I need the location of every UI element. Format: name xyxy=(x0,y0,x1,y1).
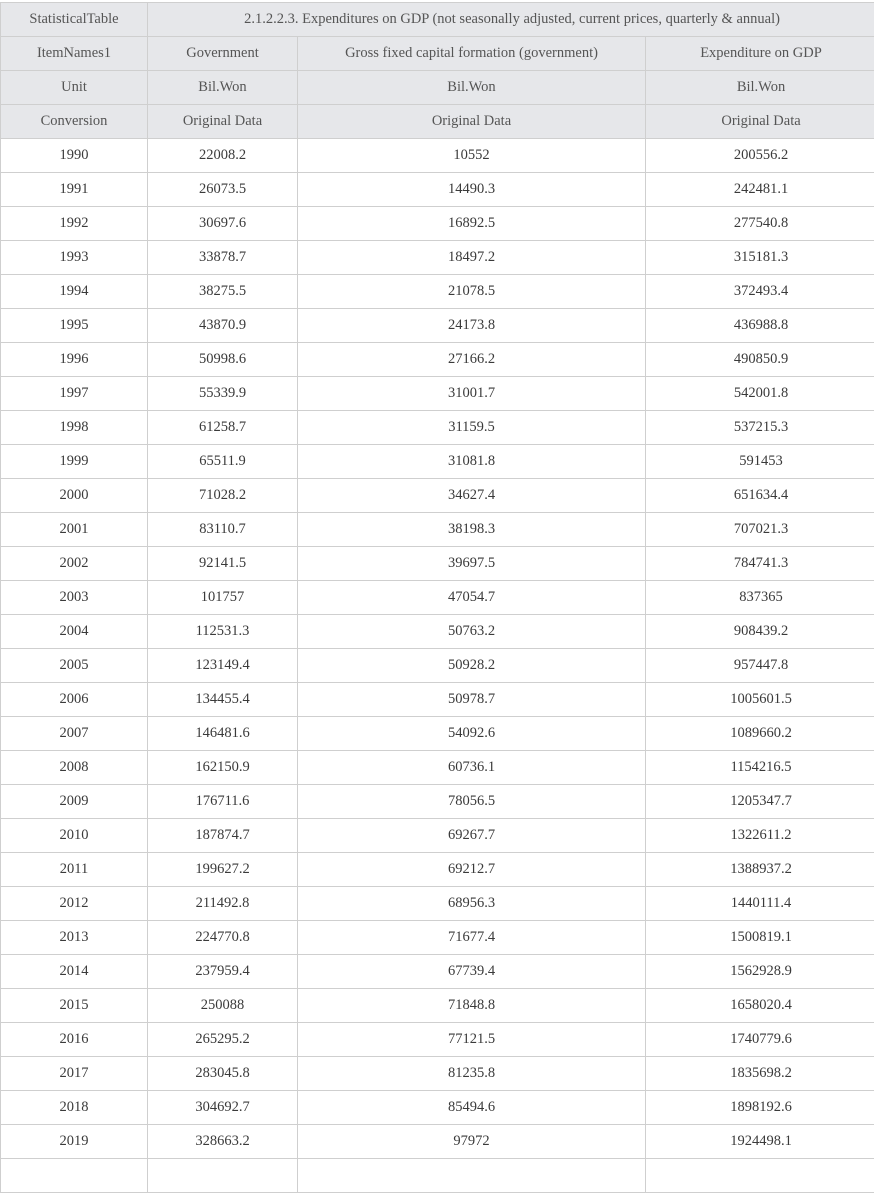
expenditure-on-gdp-cell: 707021.3 xyxy=(646,513,874,547)
table-row xyxy=(1,139,874,173)
expenditure-on-gdp-cell: 490850.9 xyxy=(646,343,874,377)
government-cell: 237959.4 xyxy=(148,955,298,989)
table-row xyxy=(1,717,874,751)
column-header-gross-fixed-capital-formation[interactable]: Gross fixed capital formation (government) xyxy=(298,37,646,71)
government-cell: 265295.2 xyxy=(148,1023,298,1057)
expenditure-on-gdp-cell: 1835698.2 xyxy=(646,1057,874,1091)
government-cell: 162150.9 xyxy=(148,751,298,785)
item-names-label: ItemNames1 xyxy=(1,37,148,71)
expenditure-on-gdp-cell: 591453 xyxy=(646,445,874,479)
government-cell: 250088 xyxy=(148,989,298,1023)
government-cell: 71028.2 xyxy=(148,479,298,513)
government-cell: 176711.6 xyxy=(148,785,298,819)
gross-fixed-capital-formation-cell: 31001.7 xyxy=(298,377,646,411)
expenditure-on-gdp-cell: 1740779.6 xyxy=(646,1023,874,1057)
year-cell: 2008 xyxy=(1,751,148,785)
government-cell: 55339.9 xyxy=(148,377,298,411)
government-cell: 112531.3 xyxy=(148,615,298,649)
conversion-cell: Original Data xyxy=(646,105,874,139)
table-row xyxy=(1,309,874,343)
year-cell: 2019 xyxy=(1,1125,148,1159)
table-row xyxy=(1,921,874,955)
expenditure-on-gdp-cell: 1005601.5 xyxy=(646,683,874,717)
table-row xyxy=(1,751,874,785)
statistical-table-label: StatisticalTable xyxy=(1,3,148,37)
year-cell: 2001 xyxy=(1,513,148,547)
expenditure-on-gdp-cell: 1658020.4 xyxy=(646,989,874,1023)
year-cell: 2007 xyxy=(1,717,148,751)
year-cell: 2009 xyxy=(1,785,148,819)
gross-fixed-capital-formation-cell: 60736.1 xyxy=(298,751,646,785)
table-row xyxy=(1,989,874,1023)
table-row xyxy=(1,683,874,717)
expenditure-on-gdp-cell: 242481.1 xyxy=(646,173,874,207)
column-header-government[interactable]: Government xyxy=(148,37,298,71)
gross-fixed-capital-formation-cell: 77121.5 xyxy=(298,1023,646,1057)
table-row xyxy=(1,785,874,819)
conversion-cell: Original Data xyxy=(148,105,298,139)
gross-fixed-capital-formation-cell: 68956.3 xyxy=(298,887,646,921)
gross-fixed-capital-formation-cell: 16892.5 xyxy=(298,207,646,241)
table-row xyxy=(1,547,874,581)
year-cell: 2005 xyxy=(1,649,148,683)
gross-fixed-capital-formation-cell: 27166.2 xyxy=(298,343,646,377)
government-cell: 304692.7 xyxy=(148,1091,298,1125)
year-cell: 2013 xyxy=(1,921,148,955)
table-row xyxy=(1,377,874,411)
expenditure-on-gdp-cell: 837365 xyxy=(646,581,874,615)
expenditure-on-gdp-cell: 436988.8 xyxy=(646,309,874,343)
conversion-cell: Original Data xyxy=(298,105,646,139)
unit-cell: Bil.Won xyxy=(298,71,646,105)
gross-fixed-capital-formation-cell: 54092.6 xyxy=(298,717,646,751)
expenditure-on-gdp-cell: 1089660.2 xyxy=(646,717,874,751)
table-row xyxy=(1,887,874,921)
table-row xyxy=(1,173,874,207)
table-title: 2.1.2.2.3. Expenditures on GDP (not seasonally adjusted, current prices, quarterly & annual) xyxy=(148,3,874,37)
table-row xyxy=(1,241,874,275)
gross-fixed-capital-formation-cell xyxy=(298,1159,646,1193)
expenditure-on-gdp-cell: 1898192.6 xyxy=(646,1091,874,1125)
expenditure-on-gdp-cell: 651634.4 xyxy=(646,479,874,513)
gross-fixed-capital-formation-cell: 71848.8 xyxy=(298,989,646,1023)
year-cell: 1990 xyxy=(1,139,148,173)
year-cell: 2011 xyxy=(1,853,148,887)
expenditure-on-gdp-cell xyxy=(646,1159,874,1193)
year-cell: 1992 xyxy=(1,207,148,241)
year-cell: 1991 xyxy=(1,173,148,207)
gross-fixed-capital-formation-cell: 50928.2 xyxy=(298,649,646,683)
table-row xyxy=(1,1091,874,1125)
gross-fixed-capital-formation-cell: 50763.2 xyxy=(298,615,646,649)
gross-fixed-capital-formation-cell: 14490.3 xyxy=(298,173,646,207)
government-cell: 61258.7 xyxy=(148,411,298,445)
table-row xyxy=(1,1159,874,1193)
gross-fixed-capital-formation-cell: 31159.5 xyxy=(298,411,646,445)
unit-cell: Bil.Won xyxy=(148,71,298,105)
government-cell: 22008.2 xyxy=(148,139,298,173)
gross-fixed-capital-formation-cell: 39697.5 xyxy=(298,547,646,581)
column-header-expenditure-on-gdp[interactable]: Expenditure on GDP xyxy=(646,37,874,71)
gross-fixed-capital-formation-cell: 24173.8 xyxy=(298,309,646,343)
unit-cell: Bil.Won xyxy=(646,71,874,105)
table-body xyxy=(1,3,874,1193)
government-cell: 30697.6 xyxy=(148,207,298,241)
government-cell: 33878.7 xyxy=(148,241,298,275)
table-row xyxy=(1,445,874,479)
gross-fixed-capital-formation-cell: 67739.4 xyxy=(298,955,646,989)
government-cell: 101757 xyxy=(148,581,298,615)
expenditure-on-gdp-cell: 957447.8 xyxy=(646,649,874,683)
year-cell xyxy=(1,1159,148,1193)
statistics-table xyxy=(0,2,874,1193)
table-row xyxy=(1,479,874,513)
expenditure-on-gdp-cell: 537215.3 xyxy=(646,411,874,445)
expenditure-on-gdp-cell: 1388937.2 xyxy=(646,853,874,887)
gross-fixed-capital-formation-cell: 18497.2 xyxy=(298,241,646,275)
year-cell: 2003 xyxy=(1,581,148,615)
gross-fixed-capital-formation-cell: 21078.5 xyxy=(298,275,646,309)
table-row xyxy=(1,615,874,649)
expenditure-on-gdp-cell: 315181.3 xyxy=(646,241,874,275)
year-cell: 2010 xyxy=(1,819,148,853)
expenditure-on-gdp-cell: 1440111.4 xyxy=(646,887,874,921)
table-row xyxy=(1,1023,874,1057)
year-cell: 2004 xyxy=(1,615,148,649)
header-row-item-names xyxy=(1,37,874,71)
expenditure-on-gdp-cell: 277540.8 xyxy=(646,207,874,241)
government-cell: 187874.7 xyxy=(148,819,298,853)
year-cell: 1993 xyxy=(1,241,148,275)
gross-fixed-capital-formation-cell: 97972 xyxy=(298,1125,646,1159)
year-cell: 1994 xyxy=(1,275,148,309)
government-cell: 199627.2 xyxy=(148,853,298,887)
expenditure-on-gdp-cell: 1205347.7 xyxy=(646,785,874,819)
table-row xyxy=(1,343,874,377)
year-cell: 2017 xyxy=(1,1057,148,1091)
table-row xyxy=(1,955,874,989)
header-row-unit xyxy=(1,71,874,105)
table-row xyxy=(1,1125,874,1159)
header-row-conversion xyxy=(1,105,874,139)
government-cell: 283045.8 xyxy=(148,1057,298,1091)
government-cell: 224770.8 xyxy=(148,921,298,955)
expenditure-on-gdp-cell: 1562928.9 xyxy=(646,955,874,989)
table-row xyxy=(1,513,874,547)
expenditure-on-gdp-cell: 1322611.2 xyxy=(646,819,874,853)
year-cell: 2006 xyxy=(1,683,148,717)
government-cell: 83110.7 xyxy=(148,513,298,547)
government-cell: 26073.5 xyxy=(148,173,298,207)
table-row xyxy=(1,1057,874,1091)
year-cell: 2015 xyxy=(1,989,148,1023)
government-cell: 50998.6 xyxy=(148,343,298,377)
year-cell: 1995 xyxy=(1,309,148,343)
gross-fixed-capital-formation-cell: 50978.7 xyxy=(298,683,646,717)
table-row xyxy=(1,581,874,615)
government-cell: 38275.5 xyxy=(148,275,298,309)
government-cell: 146481.6 xyxy=(148,717,298,751)
gross-fixed-capital-formation-cell: 78056.5 xyxy=(298,785,646,819)
government-cell: 65511.9 xyxy=(148,445,298,479)
year-cell: 2012 xyxy=(1,887,148,921)
year-cell: 1997 xyxy=(1,377,148,411)
government-cell: 43870.9 xyxy=(148,309,298,343)
table-row xyxy=(1,649,874,683)
conversion-label: Conversion xyxy=(1,105,148,139)
expenditure-on-gdp-cell: 200556.2 xyxy=(646,139,874,173)
expenditure-on-gdp-cell: 1924498.1 xyxy=(646,1125,874,1159)
government-cell xyxy=(148,1159,298,1193)
year-cell: 1999 xyxy=(1,445,148,479)
expenditure-on-gdp-cell: 372493.4 xyxy=(646,275,874,309)
table-row xyxy=(1,207,874,241)
expenditure-on-gdp-cell: 784741.3 xyxy=(646,547,874,581)
gross-fixed-capital-formation-cell: 10552 xyxy=(298,139,646,173)
government-cell: 123149.4 xyxy=(148,649,298,683)
table-row xyxy=(1,819,874,853)
header-row-title xyxy=(1,3,874,37)
gross-fixed-capital-formation-cell: 34627.4 xyxy=(298,479,646,513)
gross-fixed-capital-formation-cell: 71677.4 xyxy=(298,921,646,955)
government-cell: 134455.4 xyxy=(148,683,298,717)
table-row xyxy=(1,411,874,445)
gross-fixed-capital-formation-cell: 47054.7 xyxy=(298,581,646,615)
year-cell: 1998 xyxy=(1,411,148,445)
year-cell: 1996 xyxy=(1,343,148,377)
gross-fixed-capital-formation-cell: 38198.3 xyxy=(298,513,646,547)
year-cell: 2018 xyxy=(1,1091,148,1125)
government-cell: 92141.5 xyxy=(148,547,298,581)
government-cell: 211492.8 xyxy=(148,887,298,921)
gross-fixed-capital-formation-cell: 31081.8 xyxy=(298,445,646,479)
expenditure-on-gdp-cell: 908439.2 xyxy=(646,615,874,649)
expenditure-on-gdp-cell: 542001.8 xyxy=(646,377,874,411)
gross-fixed-capital-formation-cell: 69212.7 xyxy=(298,853,646,887)
gross-fixed-capital-formation-cell: 69267.7 xyxy=(298,819,646,853)
unit-label: Unit xyxy=(1,71,148,105)
year-cell: 2002 xyxy=(1,547,148,581)
table-row xyxy=(1,275,874,309)
gross-fixed-capital-formation-cell: 81235.8 xyxy=(298,1057,646,1091)
expenditure-on-gdp-cell: 1500819.1 xyxy=(646,921,874,955)
table-row xyxy=(1,853,874,887)
year-cell: 2016 xyxy=(1,1023,148,1057)
year-cell: 2014 xyxy=(1,955,148,989)
gross-fixed-capital-formation-cell: 85494.6 xyxy=(298,1091,646,1125)
government-cell: 328663.2 xyxy=(148,1125,298,1159)
year-cell: 2000 xyxy=(1,479,148,513)
expenditure-on-gdp-cell: 1154216.5 xyxy=(646,751,874,785)
